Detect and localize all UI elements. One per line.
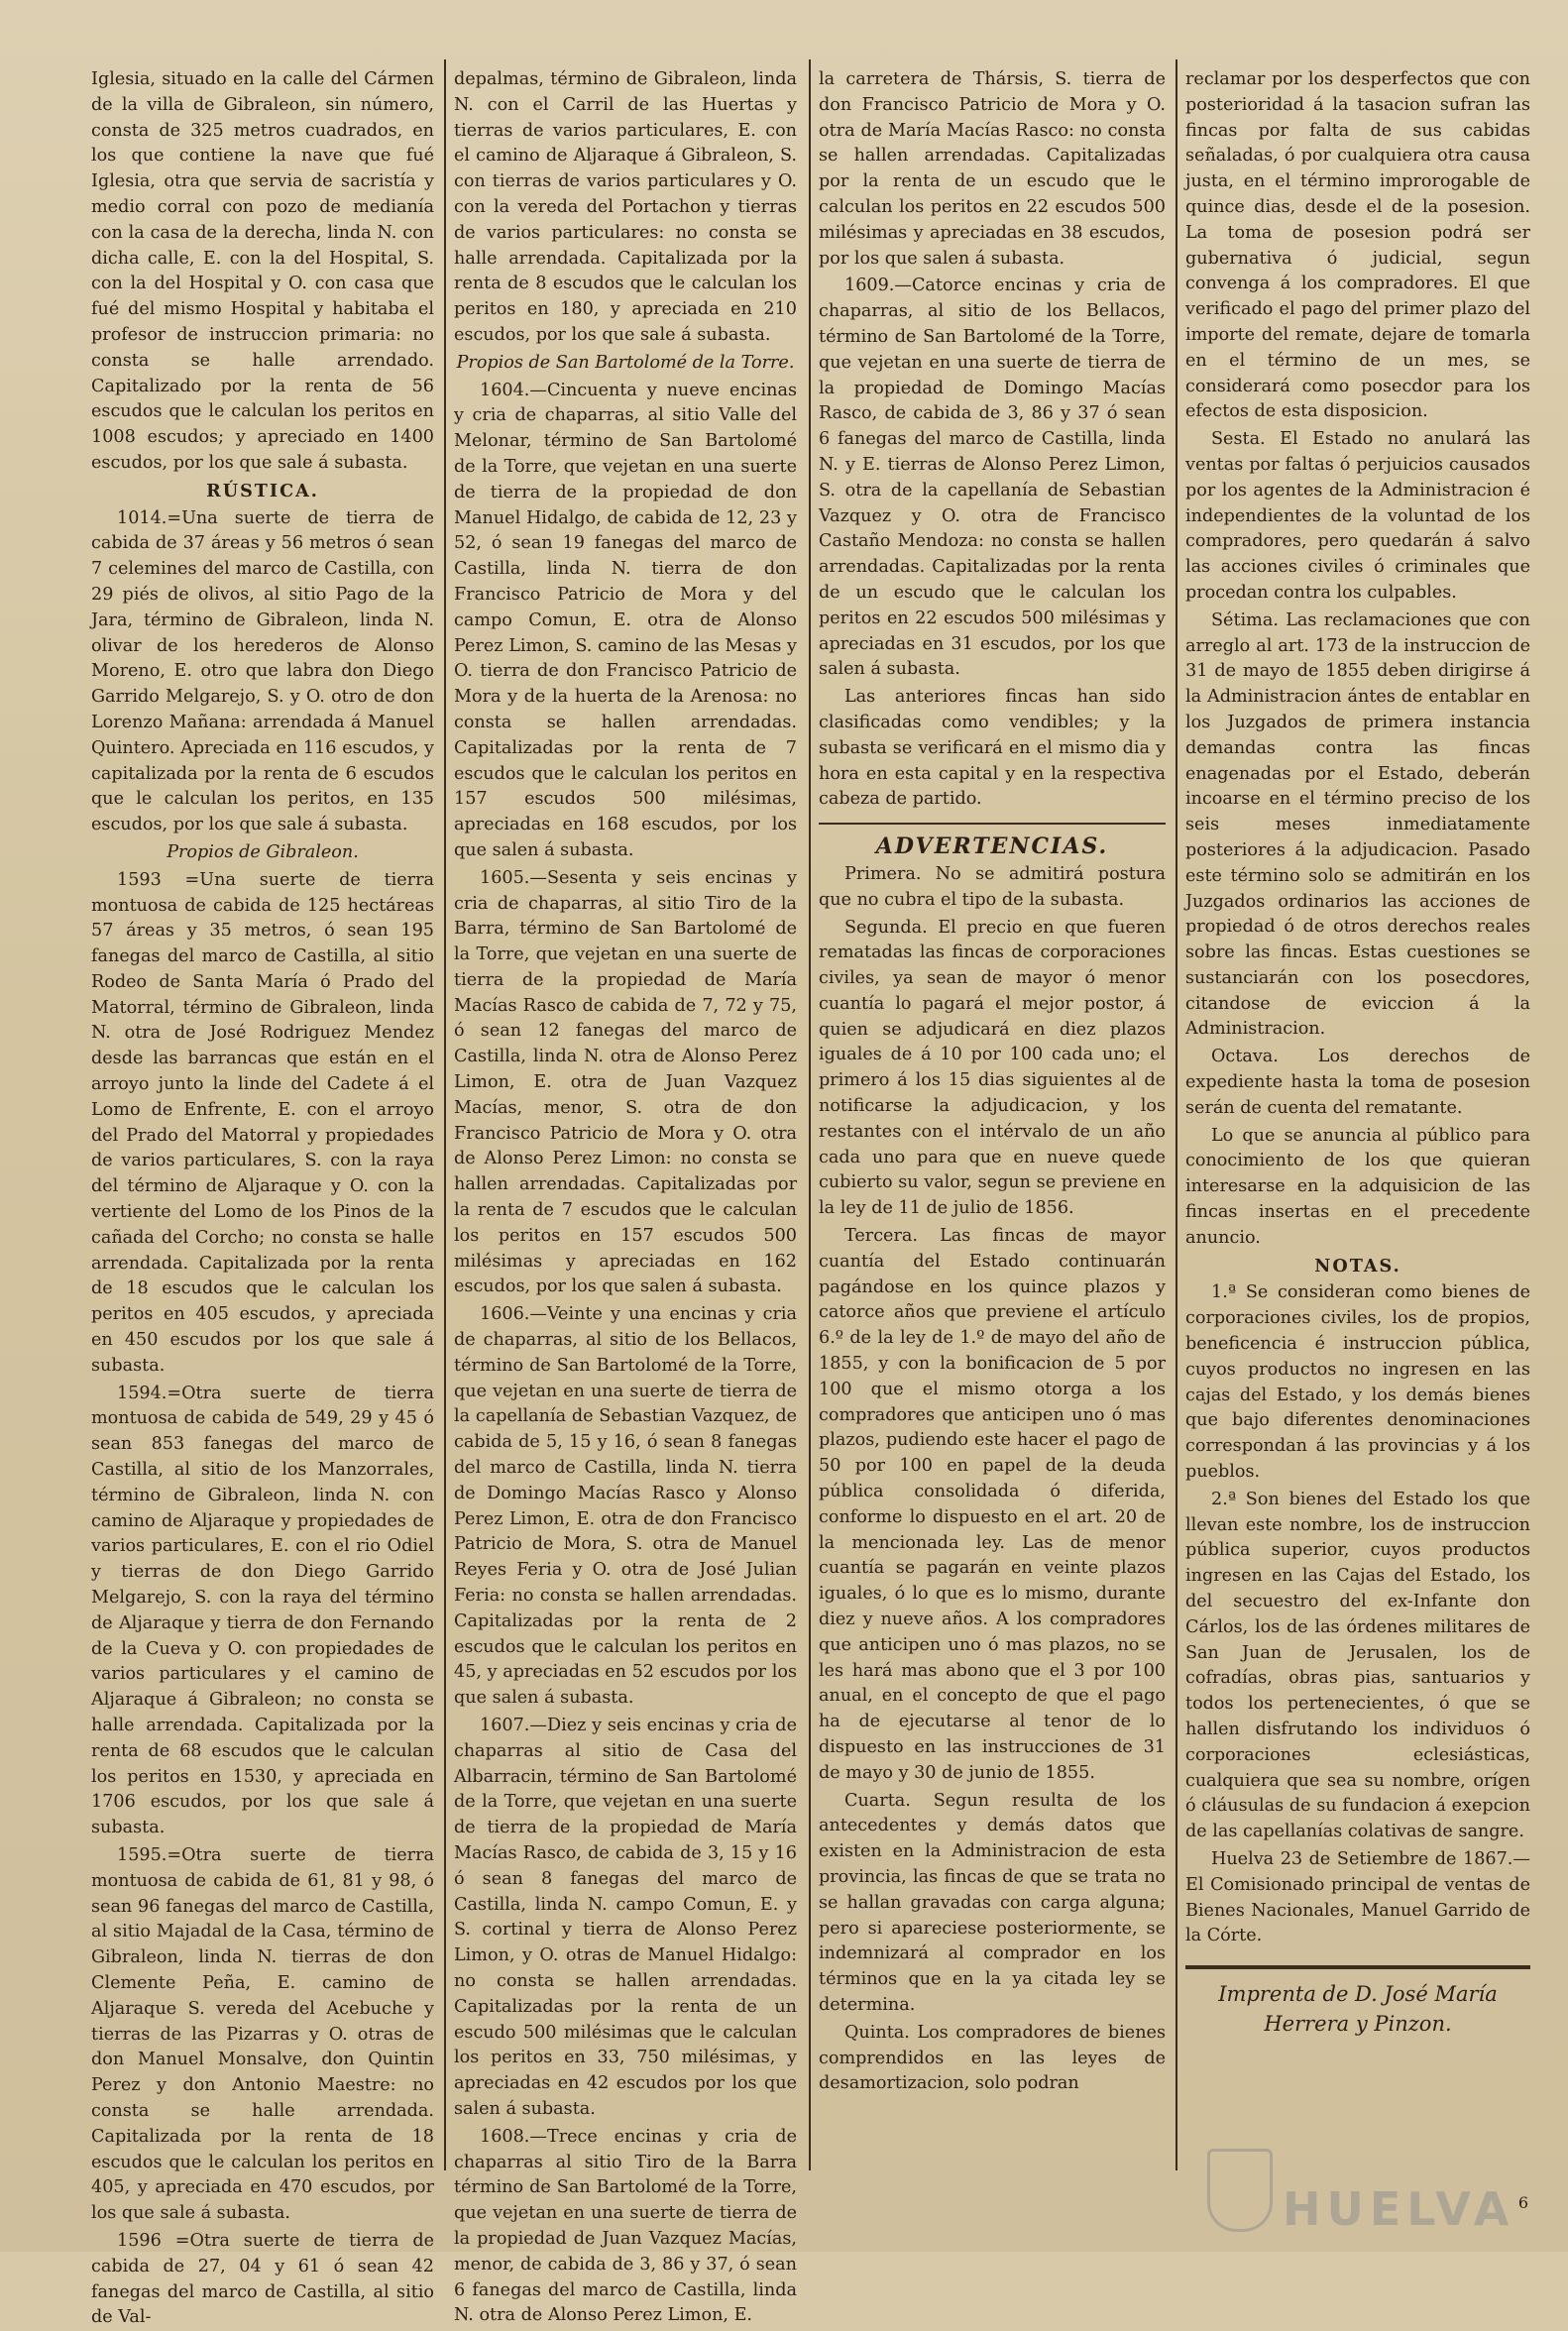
paragraph: 1604.—Cincuenta y nueve encinas y cria de chaparras, al sitio Valle del Melonar, término de San Bartolomé de la Torre, que vejetan en una suerte de tierra de la propiedad de don Manuel Hidalgo, de cabida de 12, 23 y 52, ó sean 19 fanegas del marco de Castilla, linda N. tierra de don Francisco Patricio de Mora y del campo Comun, E. otra de Alonso Perez Limon, S. camino de las Mesas y O. tierra de don Francisco Patricio de Mora y de la huerta de la Arenosa: no consta se hallen arrendadas. Capitalizadas por la renta de 7 escudos que le calculan los peritos en 157 escudos 500 milésimas, apreciadas en 168 escudos, por los que salen á subasta. (454, 380, 797, 860)
archive-watermark (1207, 2145, 1524, 2234)
paragraph: Huelva 23 de Setiembre de 1867.—El Comisionado principal de ventas de Bienes Nacionales, Manuel Garrido de la Córte. (1185, 1848, 1530, 1946)
column-rule (444, 59, 446, 2170)
paragraph: la carretera de Thársis, S. tierra de don Francisco Patricio de Mora y O. otra de María Macías Rasco: no consta se hallen arrendadas. Capitalizadas por la renta de un escudo que le calculan los peritos en 22 escudos 500 milésimas y apreciadas en 38 escudos, por los que salen á subasta. (819, 69, 1166, 269)
paragraph: 1595.=Otra suerte de tierra montuosa de cabida de 61, 81 y 98, ó sean 96 fanegas del marco de Castilla, al sitio Majadal de la Casa, término de Gibraleon, linda N. tierras de don Clemente Peña, E. camino de Aljaraque S. vereda del Acebuche y tierras de las Pizarras y O. otras de don Manuel Monsalve, don Quintin Perez y don Antonio Maestre: no consta se halle arrendada. Capitalizada por la renta de 18 escudos que le calculan los peritos en 405, y apreciada en 470 escudos, por los que sale á subasta. (91, 1844, 434, 2224)
paragraph: 1.ª Se consideran como bienes de corporaciones civiles, los de propios, beneficencia é instruccion pública, cuyos productos no ingresen en las cajas del Estado, y los demás bienes que bajo diferentes denominaciones correspondan á las provincias y á los pueblos. (1185, 1282, 1530, 1483)
paragraph: Lo que se anuncia al público para conocimiento de los que quieran interesarse en la adquisicion de las fincas insertas en el precedente anuncio. (1185, 1125, 1530, 1248)
coat-of-arms-icon (1207, 2149, 1273, 2232)
paragraph: Primera. No se admitirá postura que no cubra el tipo de la subasta. (819, 863, 1166, 910)
paragraph: 1605.—Sesenta y seis encinas y cria de chaparras, al sitio Tiro de la Barra, término de San Bartolomé de la Torre, que vejetan en una suerte de tierra de la propiedad de María Macías Rasco de cabida de 7, 72 y 75, ó sean 12 fanegas del marco de Castilla, linda N. otra de Alonso Perez Limon, E. otra de Juan Vazquez Macías, menor, S. otra de don Francisco Patricio de Mora y O. otra de Alonso Perez Limon: no consta se hallen arrendadas. Capitalizadas por la renta de 7 escudos que le calculan los peritos en 157 escudos 500 milésimas y apreciadas en 162 escudos, por los que salen á subasta. (454, 867, 797, 1297)
paragraph: 1014.=Una suerte de tierra de cabida de 37 áreas y 56 metros ó sean 7 celemines del marco de Castilla, con 29 piés de olivos, al sitio Pago de la Jara, término de Gibraleon, linda N. olivar de los herederos de Alonso Moreno, E. otro que labra don Diego Garrido Melgarejo, S. y O. otro de don Lorenzo Mañana: arrendada á Manuel Quintero. Apreciada en 116 escudos, y capitalizada por la renta de 6 escudos que le calculan los peritos, en 135 escudos, por los que sale á subasta. (91, 507, 434, 835)
paragraph: 1608.—Trece encinas y cria de chaparras al sitio Tiro de la Barra término de San Bartolomé de la Torre, que vejetan en una suerte de tierra de la propiedad de Juan Vazquez Macías, menor, de cabida de 3, 86 y 37, ó sean 6 fanegas del marco de Castilla, linda N. otra de Alonso Perez Limon, E. (454, 2126, 797, 2326)
paragraph: Cuarta. Segun resulta de los antecedentes y demás datos que existen en la Administracion de esta provincia, las fincas de que se trata no se hallan gravadas con carga alguna; pero si apareciese posteriormente, se indemnizará al comprador en los términos que en la ya citada ley se determina. (819, 1790, 1166, 2015)
paragraph: 1594.=Otra suerte de tierra montuosa de cabida de 549, 29 y 45 ó sean 853 fanegas del marco de Castilla, al sitio de los Manzorrales, término de Gibraleon, linda N. con camino de Aljaraque y propiedades de varios particulares, E. con el rio Odiel y tierras de don Diego Garrido Melgarejo, S. con la raya del término de Aljaraque y tierra de don Fernando de la Cueva y O. con propiedades de varios particulares y el camino de Aljaraque á Gibraleon; no consta se halle arrendada. Capitalizada por la renta de 68 escudos que le calculan los peritos en 1530, y apreciada en 1706 escudos, por los que sale á subasta. (91, 1383, 434, 1838)
paragraph: Sesta. El Estado no anulará las ventas por faltas ó perjuicios causados por los agentes de la Administracion é independientes de la voluntad de los compradores, pero quedarán á salvo las acciones civiles ó criminales que procedan contra los culpables. (1185, 429, 1530, 603)
column-2 (454, 67, 797, 2326)
paragraph: 2.ª Son bienes del Estado los que llevan este nombre, los de instruccion pública superior, cuyos productos ingresen en las Cajas del Estado, los del secuestro del ex-Infante don Cárlos, los de las órdenes militares de San Juan de Jerusalen, los de cofradías, obras pias, santuarios y todos los pertenecientes, ó que se hallen disfrutando los individuos ó corporaciones eclesiásticas, cualquiera que sea su nombre, orígen ó cláusulas de su fundacion á exepcion de las capellanías colativas de sangre. (1185, 1489, 1530, 1842)
section-heading: ADVERTENCIAS. (875, 833, 1109, 860)
paragraph: Segunda. El precio en que fueren rematadas las fincas de corporaciones civiles, ya sean de mayor ó menor cuantía lo pagará el mejor postor, á quien se adjudicará en diez plazos iguales de á 10 por 100 cada uno; el primero á los 15 dias siguientes al de notificarse la adjudicacion, y los restantes con el intérvalo de un año cada uno para que en nueve quede cubierto su valor, segun se previene en la ley de 11 de julio de 1856. (819, 917, 1166, 1219)
paragraph: 1596 =Otra suerte de tierra de cabida de 27, 04 y 61 ó sean 42 fanegas del marco de Castilla, al sitio de Val- (91, 2230, 434, 2328)
paragraph: 1609.—Catorce encinas y cria de chaparras, al sitio de los Bellacos, término de San Bartolomé de la Torre, que vejetan en una suerte de tierra de la propiedad de Domingo Macías Rasco, de cabida de 3, 86 y 37 ó sean 6 fanegas del marco de Castilla, linda N. y E. tierras de Alonso Perez Limon, S. otra de la capellanía de Sebastian Vazquez y O. otra de Francisco Castaño Mendoza: no consta se hallen arrendadas. Capitalizadas por la renta de un escudo que le calculan los peritos en 22 escudos 500 milésimas y apreciadas en 31 escudos, por los que salen á subasta. (819, 276, 1166, 680)
page-number: 6 (1517, 2193, 1528, 2212)
paragraph: Quinta. Los compradores de bienes comprendidos en las leyes de desamortizacion, solo podran (819, 2022, 1166, 2094)
paragraph: Las anteriores fincas han sido clasificadas como vendibles; y la subasta se verificará en el mismo dia y hora en esta capital y en la respectiva cabeza de partido. (819, 687, 1166, 810)
section-divider (819, 823, 1166, 825)
paragraph: 1607.—Diez y seis encinas y cria de chaparras al sitio de Casa del Albarracin, término de San Bartolomé de la Torre, que vejetan en una suerte de tierra de la propiedad de María Macías Rasco, de cabida de 3, 15 y 16 ó sean 8 fanegas del marco de Castilla, linda N. campo Comun, E. y S. cortinal y tierra de Alonso Perez Limon, y O. otras de Manuel Hidalgo: no consta se hallen arrendadas. Capitalizadas por la renta de un escudo 500 milésimas que le calculan los peritos en 33, 750 milésimas, y apreciadas en 42 escudos por los que salen á subasta. (454, 1716, 797, 2119)
section-heading: RÚSTICA. (206, 480, 319, 501)
column-3 (819, 67, 1166, 2228)
sub-heading: Propios de Gibraleon. (167, 841, 359, 862)
section-divider (1185, 1965, 1530, 1969)
paragraph: 1606.—Veinte y una encinas y cria de chaparras, al sitio de los Bellacos, término de San Bartolomé de la Torre, que vejetan en una suerte de tierra de la capellanía de Sebastian Vazquez, de cabida de 5, 15 y 16, ó sean 8 fanegas del marco de Castilla, linda N. tierra de Domingo Macías Rasco y Alonso Perez Limon, E. otra de don Francisco Patricio de Mora, S. otra de Manuel Reyes Feria y O. otra de José Julian Feria: no consta se hallen arrendadas. Capitalizadas por la renta de 2 escudos que le calculan los peritos en 45, y apreciadas en 52 escudos por los que salen á subasta. (454, 1304, 797, 1709)
sub-heading: Propios de San Bartolomé de la Torre. (456, 352, 795, 373)
column-4 (1185, 67, 1530, 2228)
paragraph: Sétima. Las reclamaciones que con arreglo al art. 173 de la instruccion de 31 de mayo de 1855 deben dirigirse á la Administracion ántes de entablar en los Juzgados de primera instancia demandas contra las fincas enagenadas por el Estado, deberán incoarse en el término preciso de los seis meses inmediatamente posteriores á la adjudicacion. Pasado este término solo se admitirán en los Juzgados ordinarios las acciones de propiedad ó de otros derechos reales sobre las fincas. Estas cuestiones se sustanciarán con los posecdores, citandose de eviccion á la Administracion. (1185, 610, 1530, 1040)
paragraph: Iglesia, situado en la calle del Cármen de la villa de Gibraleon, sin número, consta de 325 metros cuadrados, en los que contiene la nave que fué Iglesia, otra que servia de sacristía y medio corral con pozo de medianía con la casa de la derecha, linda N. con dicha calle, E. con la del Hospital, S. con la del Hospital y O. con casa que fué del mismo Hospital y habitaba el profesor de instruccion primaria: no consta se halle arrendado. Capitalizado por la renta de 56 escudos que le calculan los peritos en 1008 escudos; y apreciado en 1400 escudos, por los que sale á subasta. (91, 69, 434, 473)
column-1 (91, 67, 434, 2328)
paragraph: depalmas, término de Gibraleon, linda N. con el Carril de las Huertas y tierras de varios particulares, E. con el camino de Aljaraque á Gibraleon, S. con tierras de varios particulares y O. con la vereda del Portachon y tierras de varios particulares: no consta se halle arrendada. Capitalizada por la renta de 8 escudos que le calculan los peritos en 180, y apreciada en 210 escudos, por los que sale á subasta. (454, 69, 797, 345)
column-rule (809, 59, 811, 2170)
paragraph: 1593 =Una suerte de tierra montuosa de cabida de 125 hectáreas 57 áreas y 35 metros, ó sean 195 fanegas del marco de Castilla, al sitio Rodeo de Santa María ó Prado del Matorral, término de Gibraleon, linda N. otra de José Rodriguez Mendez desde las barrancas que están en el arroyo junto la linde del Cadete á el Lomo de Enfrente, E. con el arroyo del Prado del Matorral y propiedades de varios particulares, S. con la raya del término de Aljaraque y O. con la vertiente del Lomo de los Pinos de la cañada del Corcho; no consta se halle arrendada. Capitalizada por la renta de 18 escudos que le calculan los peritos en 405 escudos, y apreciada en 450 escudos por los que sale á subasta. (91, 869, 434, 1376)
column-rule (1176, 59, 1177, 2170)
paragraph: reclamar por los desperfectos que con posterioridad á la tasacion sufran las fincas por falta de sus cabidas señaladas, ó por cualquiera otra causa justa, en el término improrogable de quince dias, desde el de la posesion. La toma de posesion podrá ser gubernativa ó judicial, segun convenga á los compradores. El que verificado el pago del primer plazo del importe del remate, dejare de tomarla en el término de un mes, se considerará como posecdor para los efectos de esta disposicion. (1185, 69, 1530, 422)
printer-imprint: Imprenta de D. José María Herrera y Pinzon. (1218, 1982, 1498, 2037)
paragraph: Tercera. Las fincas de mayor cuantía del Estado continuarán pagándose en los quince plazos y catorce años que previene el artículo 6.º de la ley de 1.º de mayo del año de 1855, y con la bonificacion de 5 por 100 que el mismo otorga a los compradores que anticipen uno ó mas plazos, pudiendo este hacer el pago de 50 por 100 en papel de la deuda pública consolidada ó diferida, conforme lo dispuesto en el art. 20 de la mencionada ley. Las de menor cuantía se pagarán en veinte plazos iguales, ó lo que es lo mismo, durante diez y nueve años. A los compradores que anticipen uno ó mas plazos, no se les hará mas abono que el 3 por 100 anual, en el concepto de que el pago ha de ejecutarse al tenor de lo dispuesto en las instrucciones de 31 de mayo y 30 de junio de 1855. (819, 1226, 1166, 1783)
watermark-text: HUELVA (1283, 2182, 1515, 2236)
section-heading: NOTAS. (1314, 1255, 1401, 1276)
paragraph: Octava. Los derechos de expediente hasta la toma de posesion serán de cuenta del rematante. (1185, 1047, 1530, 1118)
